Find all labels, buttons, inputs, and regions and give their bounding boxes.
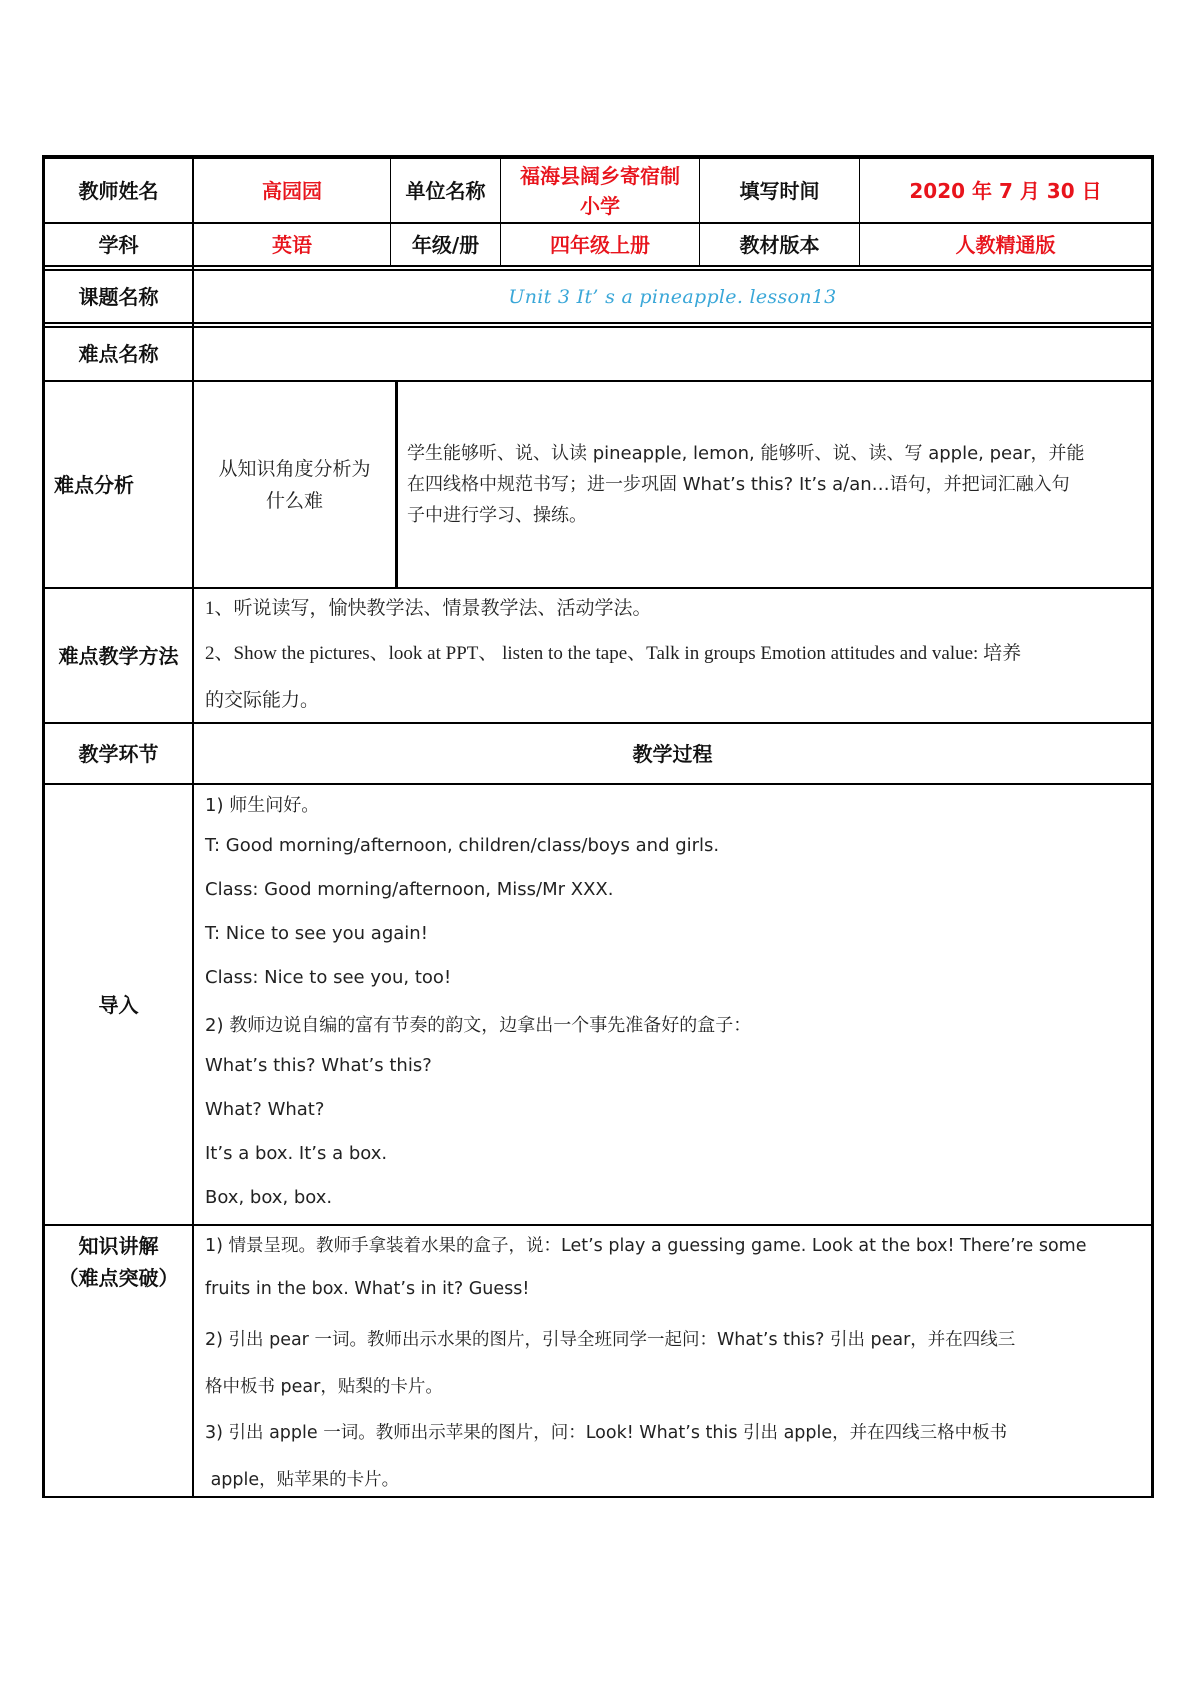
intro-line: 2) 教师边说自编的富有节奏的韵文，边拿出一个事先准备好的盒子： [205,1015,752,1036]
table-border-right [1151,155,1154,1498]
intro-line: What? What? [205,1099,325,1120]
teaching-method-label: 难点教学方法 [58,643,179,668]
col-divider-inner [395,381,398,588]
table-border-bottom [43,1496,1154,1498]
intro-line: Class: Nice to see you, too! [205,967,452,988]
intro-line: Class: Good morning/afternoon, Miss/Mr XXX. [205,879,614,900]
knowledge-label-line1: 知识讲解 [78,1234,159,1258]
row-divider-double [43,322,1154,324]
row-divider [43,783,1154,785]
difficulty-analysis-sublabel [194,382,395,587]
intro-label: 导入 [98,992,139,1017]
knowledge-label-line2: （难点突破） [58,1266,179,1290]
difficulty-name-label: 难点名称 [78,342,159,366]
unit-name-label: 单位名称 [405,178,486,203]
row-divider-double [43,265,1154,267]
unit-name-line2: 小学 [580,193,620,218]
subject-label: 学科 [98,232,139,257]
knowledge-line: fruits in the box. What’s in it? Guess! [205,1279,530,1299]
method-line: 1、听说读写，愉快教学法、情景教学法、活动学法。 [205,598,652,619]
row-divider [43,587,1154,589]
row-divider [43,1224,1154,1226]
teacher-name-value: 高园园 [262,178,322,203]
sublabel-line2: 什么难 [265,489,323,512]
knowledge-line: 格中板书 pear，贴梨的卡片。 [205,1377,443,1397]
knowledge-line: 1) 情景呈现。教师手拿装着水果的盒子，说：Let’s play a guessing game. Look at the box! There’re some [205,1236,1087,1256]
edition-value: 人教精通版 [955,232,1056,257]
topic-label: 课题名称 [78,284,159,309]
fill-date-label: 填写时间 [739,178,820,203]
difficulty-analysis-label: 难点分析 [54,472,134,497]
analysis-line: 在四线格中规范书写；进一步巩固 What’s this? It’s a/an…语句，并把词汇融入句 [407,474,1070,495]
teaching-stage-header: 教学环节 [78,741,159,766]
knowledge-label [45,1230,192,1294]
knowledge-line: 2) 引出 pear 一词。教师出示水果的图片，引导全班同学一起问：What’s this? 引出 pear，并在四线三 [205,1330,1016,1350]
unit-name-line1: 福海县阔乡寄宿制 [520,163,680,188]
intro-line: T: Nice to see you again! [205,923,428,944]
difficulty-analysis-text [407,438,1147,531]
difficulty-name-value [194,328,1151,380]
grade-label: 年级/册 [411,232,480,257]
teacher-name-label: 教师姓名 [78,178,159,203]
teaching-process-header: 教学过程 [632,741,713,766]
analysis-line: 子中进行学习、操练。 [407,505,587,526]
method-line: 2、Show the pictures、look at PPT、 listen to the tape、Talk in groups Emotion attitudes and value: 培养 [205,643,1022,664]
intro-line: 1) 师生问好。 [205,795,320,816]
sublabel-line1: 从知识角度分析为 [218,457,371,480]
method-line: 的交际能力。 [205,690,320,711]
fill-date-value: 2020 年 7 月 30 日 [909,178,1102,203]
edition-label: 教材版本 [739,232,820,257]
intro-line: What’s this? What’s this? [205,1055,432,1076]
intro-line: T: Good morning/afternoon, children/class/boys and girls. [205,835,720,856]
intro-line: It’s a box. It’s a box. [205,1143,388,1164]
grade-value: 四年级上册 [550,232,650,257]
knowledge-line: apple，贴苹果的卡片。 [205,1470,400,1490]
topic-value: Unit 3 It’ s a pineapple. lesson13 [508,285,837,308]
analysis-line: 学生能够听、说、认读 pineapple, lemon, 能够听、说、读、写 apple, pear，并能 [407,443,1085,464]
subject-value: 英语 [272,232,312,257]
unit-name-value [501,159,699,222]
knowledge-line: 3) 引出 apple 一词。教师出示苹果的图片，问：Look! What’s this 引出 apple，并在四线三格中板书 [205,1423,1008,1443]
intro-line: Box, box, box. [205,1187,333,1208]
